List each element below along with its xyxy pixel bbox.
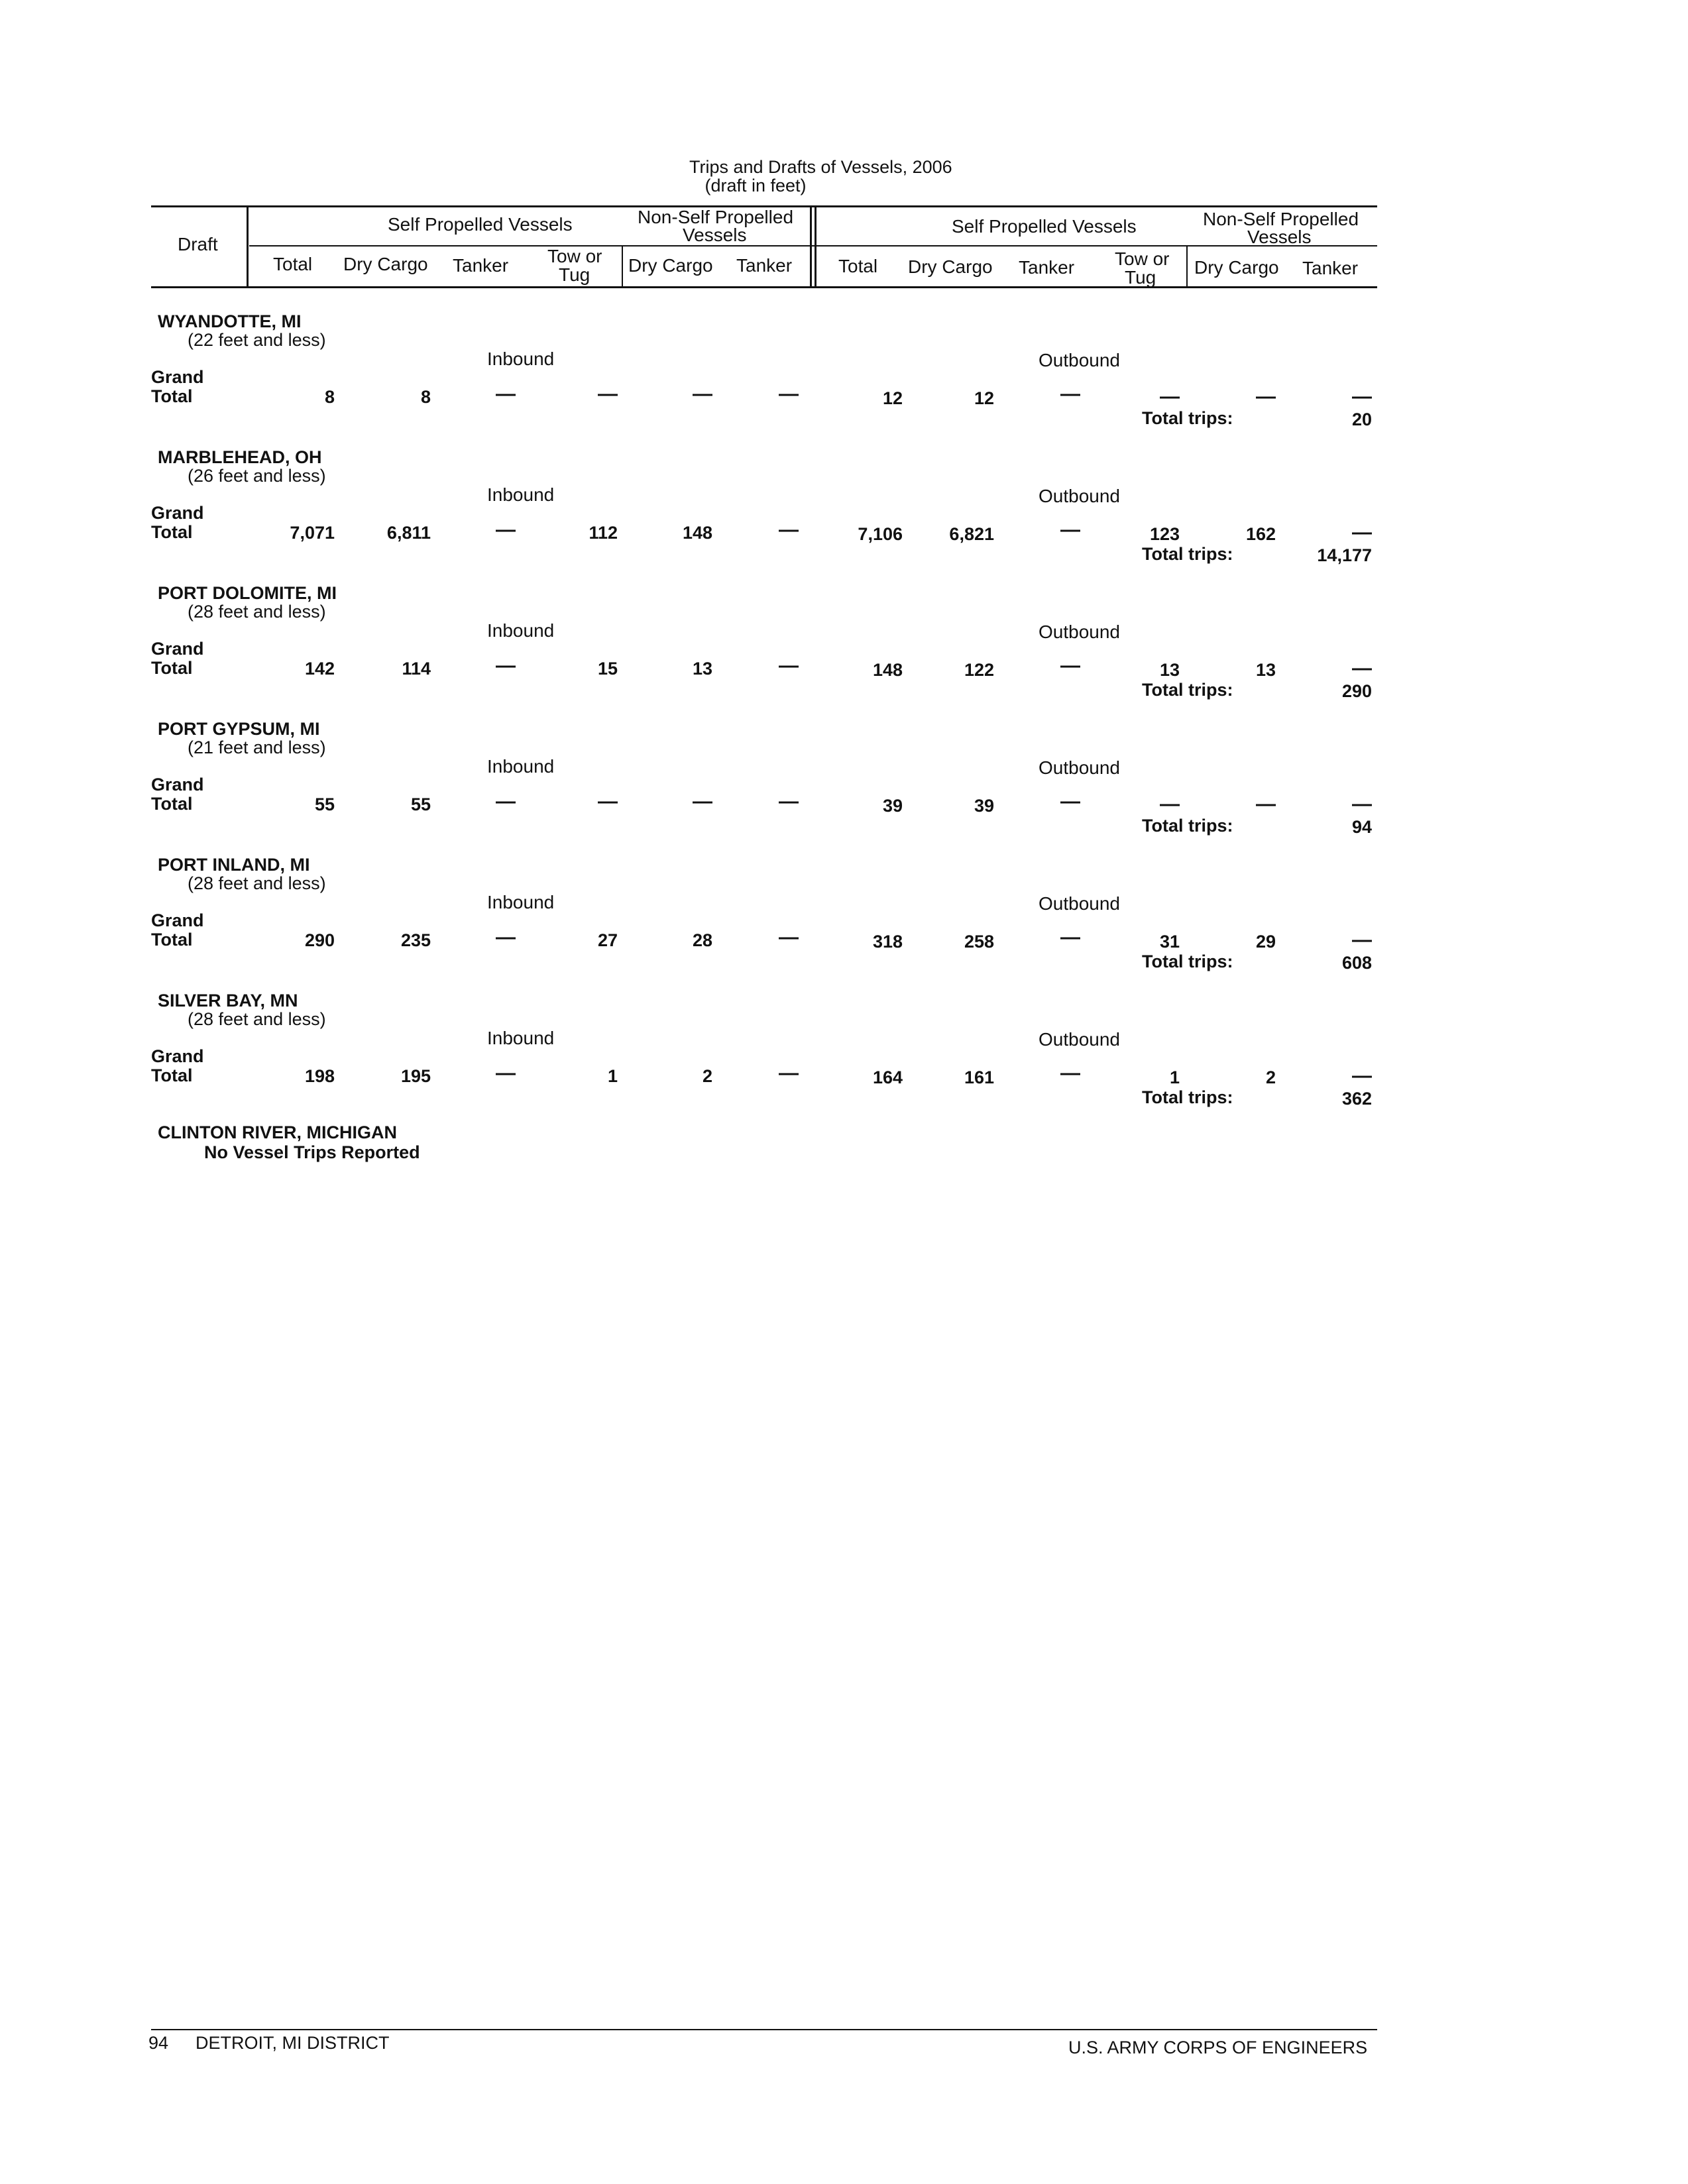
port-name: PORT GYPSUM, MI — [158, 719, 320, 739]
inbound-cell: 7,071 — [290, 523, 335, 543]
inbound-empty-cell: — — [598, 791, 618, 812]
outbound-cell: 2 — [1265, 1067, 1276, 1087]
header-outbound-tug: Tug — [1125, 267, 1156, 288]
grand-label: Grand — [151, 503, 204, 523]
inbound-empty-cell: — — [496, 926, 516, 948]
outbound-empty-cell: — — [1352, 386, 1372, 408]
inbound-empty-cell: — — [779, 383, 799, 405]
header-self-propelled-outbound: Self Propelled Vessels — [952, 216, 1137, 237]
outbound-cell: 7,106 — [858, 524, 903, 544]
outbound-cell: 29 — [1255, 932, 1276, 952]
inbound-cell: 148 — [682, 523, 712, 543]
inbound-cell: 13 — [692, 659, 712, 679]
header-nsp-outbound-line1: Non-Self Propelled — [1203, 209, 1359, 229]
inbound-cell: 142 — [304, 659, 335, 679]
inbound-label: Inbound — [487, 756, 555, 777]
header-self-propelled-inbound: Self Propelled Vessels — [388, 214, 573, 235]
inbound-cell: 114 — [402, 659, 431, 679]
total-label: Total — [151, 658, 193, 678]
port-draft-limit: (26 feet and less) — [188, 466, 326, 486]
port-draft-limit: (21 feet and less) — [188, 737, 326, 757]
port-name: PORT DOLOMITE, MI — [158, 583, 337, 603]
inbound-empty-cell: — — [693, 383, 712, 405]
port-draft-limit: (28 feet and less) — [188, 602, 326, 622]
table-title: Trips and Drafts of Vessels, 2006 — [689, 157, 952, 177]
header-inbound-tow-or: Tow or — [547, 246, 602, 266]
total-label: Total — [151, 794, 193, 814]
inbound-label: Inbound — [487, 349, 555, 369]
grand-label: Grand — [151, 1046, 204, 1066]
outbound-empty-cell: — — [1352, 1065, 1372, 1087]
inbound-empty-cell: — — [496, 383, 516, 405]
outbound-label: Outbound — [1039, 486, 1120, 506]
inbound-cell: 198 — [304, 1066, 335, 1086]
inbound-label: Inbound — [487, 484, 555, 505]
inbound-cell: 8 — [324, 387, 335, 407]
header-outbound-tow-or: Tow or — [1115, 248, 1170, 269]
outbound-cell: 13 — [1159, 660, 1180, 680]
header-inbound-nsp-divider — [622, 246, 623, 288]
outbound-cell: 164 — [872, 1067, 903, 1087]
inbound-cell: 55 — [410, 794, 431, 814]
outbound-cell: 161 — [964, 1067, 994, 1087]
outbound-label: Outbound — [1039, 757, 1120, 778]
inbound-empty-cell: — — [598, 383, 618, 405]
total-label: Total — [151, 930, 193, 950]
outbound-empty-cell: — — [1060, 655, 1080, 677]
header-inbound-nsp-tanker: Tanker — [736, 255, 793, 276]
inbound-cell: 112 — [589, 523, 618, 543]
grand-label: Grand — [151, 775, 204, 794]
header-inbound-tanker: Tanker — [453, 255, 509, 276]
outbound-cell: 12 — [974, 388, 994, 408]
header-outbound-tanker: Tanker — [1019, 257, 1075, 278]
outbound-cell: 1 — [1169, 1067, 1180, 1087]
outbound-empty-cell: — — [1160, 793, 1180, 815]
header-draft: Draft — [178, 234, 218, 254]
inbound-empty-cell: — — [779, 791, 799, 812]
outbound-cell: 122 — [964, 660, 994, 680]
header-outbound-total: Total — [838, 256, 878, 276]
footer-page-number: 94 — [148, 2033, 169, 2053]
inbound-empty-cell: — — [496, 519, 516, 541]
outbound-cell: 39 — [974, 796, 994, 816]
inbound-cell: 290 — [304, 930, 335, 950]
outbound-cell: 318 — [872, 932, 903, 952]
grand-label: Grand — [151, 910, 204, 930]
total-trips-label: Total trips: — [1142, 952, 1233, 971]
total-trips-value: 362 — [1341, 1089, 1372, 1109]
header-inbound-total: Total — [273, 254, 313, 274]
header-group-rule — [249, 245, 1377, 246]
outbound-empty-cell: — — [1060, 519, 1080, 541]
total-trips-value: 94 — [1351, 817, 1372, 837]
total-trips-label: Total trips: — [1142, 544, 1233, 564]
port-draft-limit: (28 feet and less) — [188, 873, 326, 893]
total-trips-value: 14,177 — [1317, 545, 1372, 565]
outbound-cell: 39 — [882, 796, 903, 816]
no-trips-note: No Vessel Trips Reported — [204, 1142, 420, 1162]
port-draft-limit: (22 feet and less) — [188, 330, 326, 350]
outbound-cell: 31 — [1159, 932, 1180, 952]
header-direction-divider-b — [815, 205, 816, 288]
port-name: PORT INLAND, MI — [158, 855, 310, 875]
outbound-empty-cell: — — [1352, 657, 1372, 679]
inbound-empty-cell: — — [779, 655, 799, 677]
outbound-cell: 258 — [964, 932, 994, 952]
total-trips-value: 290 — [1341, 681, 1372, 701]
outbound-empty-cell: — — [1256, 386, 1276, 408]
outbound-empty-cell: — — [1060, 1062, 1080, 1084]
outbound-empty-cell: — — [1352, 929, 1372, 951]
outbound-cell: 6,821 — [949, 524, 994, 544]
port-name: SILVER BAY, MN — [158, 991, 298, 1010]
header-outbound-nsp-dry-cargo: Dry Cargo — [1194, 257, 1279, 278]
outbound-cell: 162 — [1245, 524, 1276, 544]
inbound-label: Inbound — [487, 892, 555, 912]
total-label: Total — [151, 1065, 193, 1085]
no-trips-port-name: CLINTON RIVER, MICHIGAN — [158, 1122, 398, 1142]
outbound-empty-cell: — — [1352, 521, 1372, 543]
inbound-cell: 8 — [420, 387, 431, 407]
outbound-empty-cell: — — [1060, 383, 1080, 405]
inbound-cell: 28 — [692, 930, 712, 950]
inbound-cell: 1 — [607, 1066, 618, 1086]
header-nsp-inbound-line2: Vessels — [683, 225, 747, 245]
header-bottom-rule — [151, 286, 1377, 288]
outbound-empty-cell: — — [1160, 386, 1180, 408]
header-direction-divider-a — [810, 205, 812, 288]
inbound-empty-cell: — — [779, 519, 799, 541]
inbound-empty-cell: — — [496, 655, 516, 677]
inbound-label: Inbound — [487, 620, 555, 641]
table-subtitle: (draft in feet) — [704, 176, 807, 195]
total-label: Total — [151, 386, 193, 406]
outbound-cell: 123 — [1149, 524, 1180, 544]
port-name: MARBLEHEAD, OH — [158, 447, 322, 467]
grand-label: Grand — [151, 367, 204, 387]
outbound-label: Outbound — [1039, 893, 1120, 914]
header-nsp-outbound-line2: Vessels — [1247, 227, 1312, 247]
outbound-label: Outbound — [1039, 1029, 1120, 1050]
outbound-empty-cell: — — [1256, 793, 1276, 815]
outbound-empty-cell: — — [1060, 926, 1080, 948]
header-outbound-nsp-tanker: Tanker — [1302, 258, 1359, 278]
total-trips-label: Total trips: — [1142, 1087, 1233, 1107]
header-inbound-tug: Tug — [559, 264, 591, 285]
outbound-cell: 13 — [1255, 660, 1276, 680]
outbound-label: Outbound — [1039, 350, 1120, 370]
port-name: WYANDOTTE, MI — [158, 311, 302, 331]
inbound-cell: 27 — [597, 930, 618, 950]
header-draft-divider — [247, 205, 249, 288]
outbound-label: Outbound — [1039, 622, 1120, 642]
footer-rule — [151, 2029, 1377, 2030]
header-inbound-nsp-dry-cargo: Dry Cargo — [628, 255, 713, 276]
inbound-cell: 6,811 — [386, 523, 431, 543]
header-outbound-nsp-divider — [1186, 246, 1188, 288]
inbound-empty-cell: — — [496, 1062, 516, 1084]
inbound-cell: 195 — [400, 1066, 431, 1086]
inbound-cell: 55 — [314, 794, 335, 814]
inbound-empty-cell: — — [779, 1062, 799, 1084]
outbound-empty-cell: — — [1060, 791, 1080, 812]
inbound-empty-cell: — — [779, 926, 799, 948]
footer-district: DETROIT, MI DISTRICT — [196, 2033, 390, 2053]
outbound-empty-cell: — — [1352, 793, 1372, 815]
total-trips-label: Total trips: — [1142, 408, 1233, 428]
outbound-cell: 12 — [882, 388, 903, 408]
header-nsp-inbound-line1: Non-Self Propelled — [638, 207, 794, 227]
header-inbound-dry-cargo: Dry Cargo — [343, 254, 428, 274]
inbound-cell: 2 — [702, 1066, 712, 1086]
total-trips-value: 608 — [1341, 953, 1372, 973]
footer-agency: U.S. ARMY CORPS OF ENGINEERS — [1068, 2038, 1368, 2057]
inbound-empty-cell: — — [496, 791, 516, 812]
total-label: Total — [151, 522, 193, 542]
total-trips-label: Total trips: — [1142, 680, 1233, 700]
header-outbound-dry-cargo: Dry Cargo — [908, 256, 993, 277]
total-trips-label: Total trips: — [1142, 816, 1233, 836]
total-trips-value: 20 — [1351, 410, 1372, 429]
inbound-label: Inbound — [487, 1028, 555, 1048]
inbound-cell: 15 — [597, 659, 618, 679]
grand-label: Grand — [151, 639, 204, 659]
inbound-cell: 235 — [400, 930, 431, 950]
outbound-cell: 148 — [872, 660, 903, 680]
inbound-empty-cell: — — [693, 791, 712, 812]
port-draft-limit: (28 feet and less) — [188, 1009, 326, 1029]
